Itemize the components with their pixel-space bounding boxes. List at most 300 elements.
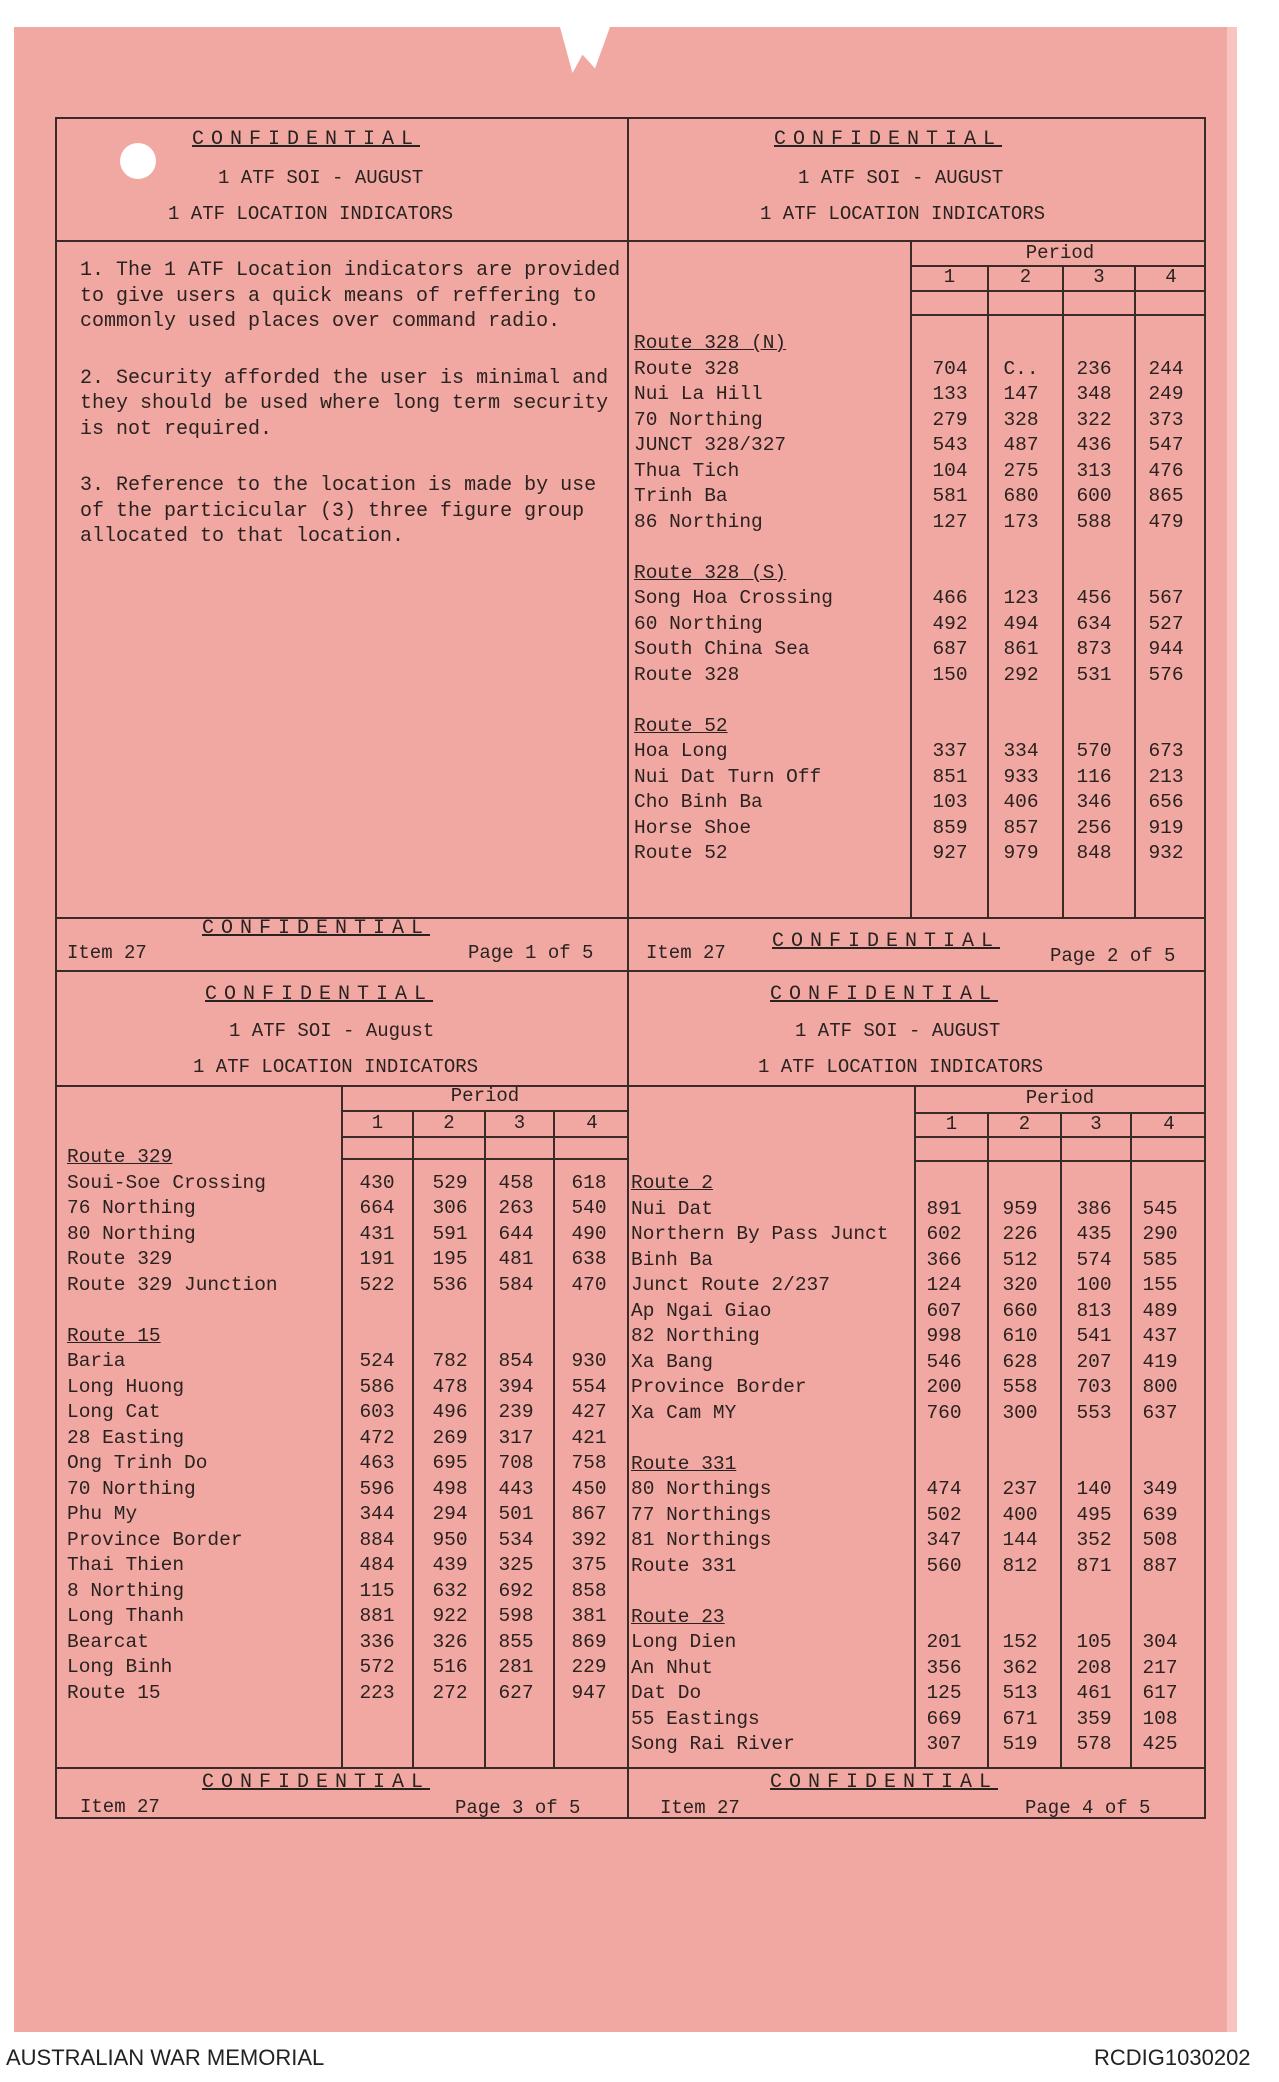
location-name: Northern By Pass Junct xyxy=(631,1223,889,1245)
period-2-code: 328 xyxy=(1003,408,1039,431)
period-1-code: 307 xyxy=(926,1733,962,1755)
route-name: Route 52 xyxy=(634,714,728,737)
period-3-code: 531 xyxy=(1076,663,1112,686)
period-2-code: 979 xyxy=(1003,842,1039,864)
period-1-code: 607 xyxy=(926,1299,962,1322)
period-1-code: 484 xyxy=(359,1554,395,1576)
soi-title: 1 ATF SOI - AUGUST xyxy=(218,167,424,189)
period-3-code: 692 xyxy=(498,1579,534,1602)
period-4-code: 617 xyxy=(1142,1682,1178,1704)
item-label: Item 27 xyxy=(80,1796,160,1818)
period-3-code: 116 xyxy=(1076,765,1112,788)
period-2-code: 406 xyxy=(1003,791,1039,813)
location-name: Hoa Long xyxy=(634,740,728,762)
period-3-code: 584 xyxy=(498,1273,534,1296)
period-3-code: 394 xyxy=(498,1375,534,1398)
period-4-code: 470 xyxy=(571,1273,607,1296)
period-1-code: 430 xyxy=(359,1171,395,1194)
period-1-code: 524 xyxy=(359,1350,395,1372)
period-4-code: 155 xyxy=(1142,1274,1178,1296)
period-3-code: 598 xyxy=(498,1605,534,1627)
period-label: Period xyxy=(1025,242,1095,264)
period-1-code: 337 xyxy=(932,740,968,762)
location-name: Ong Trinh Do xyxy=(67,1452,208,1474)
period-4-code: 930 xyxy=(571,1350,607,1372)
period-3-code: 541 xyxy=(1076,1325,1112,1347)
period-1-code: 150 xyxy=(932,663,968,686)
period-3-code: 435 xyxy=(1076,1223,1112,1245)
confidential-footer: CONFIDENTIAL xyxy=(202,1771,431,1794)
period-col: 1 xyxy=(371,1112,384,1134)
period-3-code: 461 xyxy=(1076,1682,1112,1704)
location-name: Ap Ngai Giao xyxy=(631,1299,772,1322)
footer-divider-top xyxy=(55,970,1206,972)
period-3-code: 501 xyxy=(498,1503,534,1525)
period-2-code: 306 xyxy=(432,1197,468,1219)
period-3-code: 570 xyxy=(1076,740,1112,762)
period-4-code: 567 xyxy=(1148,587,1184,609)
period-4-code: 450 xyxy=(571,1477,607,1500)
page-number: Page 1 of 5 xyxy=(468,942,594,964)
confidential-footer: CONFIDENTIAL xyxy=(772,930,1001,953)
period-1-code: 760 xyxy=(926,1401,962,1424)
period-2-code: 857 xyxy=(1003,816,1039,839)
period-3-code: 443 xyxy=(498,1477,534,1500)
period-col: 1 xyxy=(943,266,956,288)
location-name: Route 328 xyxy=(634,357,740,380)
period-1-code: 115 xyxy=(359,1579,395,1602)
period-3-code: 346 xyxy=(1076,791,1112,813)
period-4-code: 638 xyxy=(571,1248,607,1270)
soi-title: 1 ATF SOI - August xyxy=(229,1020,435,1042)
period-label: Period xyxy=(1025,1087,1095,1109)
item-label: Item 27 xyxy=(67,942,147,964)
paragraph-1: 1. The 1 ATF Location indicators are provided to give users a quick means of reffering to commonly used places over command radio. xyxy=(80,259,621,333)
period-3-code: 574 xyxy=(1076,1248,1112,1271)
location-name: 70 Northing xyxy=(67,1477,196,1500)
location-name: Route 329 xyxy=(67,1248,173,1270)
period-1-code: 603 xyxy=(359,1401,395,1423)
period-3-code: 588 xyxy=(1076,510,1112,533)
period-1-code: 124 xyxy=(926,1274,962,1296)
period-1-code: 522 xyxy=(359,1273,395,1296)
paragraph-3: 3. Reference to the location is made by use of the particicular (3) three figure group allocated to that location. xyxy=(80,474,597,548)
period-1-code: 884 xyxy=(359,1528,395,1551)
period-4-code: 618 xyxy=(571,1171,607,1194)
confidential-heading: CONFIDENTIAL xyxy=(774,128,1003,151)
period-1-code: 474 xyxy=(926,1478,962,1500)
location-name: Route 331 xyxy=(631,1554,737,1577)
location-name: 82 Northing xyxy=(631,1325,760,1347)
location-name: 28 Easting xyxy=(67,1426,185,1449)
location-name: Cho Binh Ba xyxy=(634,791,763,813)
period-2-code: 173 xyxy=(1003,510,1039,533)
period-1-code: 687 xyxy=(932,638,968,660)
period-4-code: 392 xyxy=(571,1528,607,1551)
route-name: Route 328 (N) xyxy=(634,332,787,354)
period-label: Period xyxy=(450,1085,520,1107)
period-3-code: 100 xyxy=(1076,1274,1112,1296)
location-name: Dat Do xyxy=(631,1682,702,1704)
period-2-code: 320 xyxy=(1002,1274,1038,1296)
period-2-code: 959 xyxy=(1002,1197,1038,1220)
period-4-code: 476 xyxy=(1148,459,1184,482)
period-2-code: 300 xyxy=(1002,1401,1038,1424)
period-3-code: 703 xyxy=(1076,1376,1112,1398)
route-name: Route 23 xyxy=(631,1605,725,1628)
period-3-code: 263 xyxy=(498,1197,534,1219)
period-4-code: 229 xyxy=(571,1656,607,1678)
period-4-code: 547 xyxy=(1148,434,1184,456)
period-1-code: 492 xyxy=(932,612,968,635)
location-name: Song Hoa Crossing xyxy=(634,587,833,609)
period-2-code: 671 xyxy=(1002,1707,1038,1730)
period-col: 4 xyxy=(1163,1113,1175,1135)
period-1-code: 472 xyxy=(359,1426,395,1449)
indicators-title: 1 ATF LOCATION INDICATORS xyxy=(193,1056,479,1078)
period-4-code: 213 xyxy=(1148,765,1184,788)
location-name: 76 Northing xyxy=(67,1197,196,1219)
period-3-code: 325 xyxy=(498,1554,534,1576)
period-4-code: 887 xyxy=(1142,1554,1178,1577)
location-name: Route 15 xyxy=(67,1681,161,1704)
period-4-code: 944 xyxy=(1148,638,1184,660)
period-col: 2 xyxy=(1018,1113,1031,1135)
period-4-code: 381 xyxy=(571,1605,607,1627)
period-2-code: 144 xyxy=(1002,1529,1038,1551)
period-3-code: 348 xyxy=(1076,383,1112,405)
location-name: Baria xyxy=(67,1350,126,1372)
period-3-code: 708 xyxy=(498,1452,534,1474)
period-2-code: 147 xyxy=(1003,383,1039,405)
period-3-code: 105 xyxy=(1076,1631,1112,1653)
period-1-code: 344 xyxy=(359,1503,395,1525)
record-id: RCDIG1030202 xyxy=(1094,2045,1251,2070)
period-4-code: 545 xyxy=(1142,1197,1178,1220)
period-3-code: 855 xyxy=(498,1630,534,1653)
location-name: Thua Tich xyxy=(634,459,740,482)
period-3-code: 352 xyxy=(1076,1529,1112,1551)
period-1-code: 998 xyxy=(926,1325,962,1347)
location-name: Xa Cam MY xyxy=(631,1401,737,1424)
period-col: 3 xyxy=(1093,266,1105,288)
period-1-code: 104 xyxy=(932,459,968,482)
period-2-code: 513 xyxy=(1002,1682,1038,1704)
period-2-code: 812 xyxy=(1002,1554,1038,1577)
period-3-code: 534 xyxy=(498,1528,534,1551)
period-1-code: 704 xyxy=(932,357,968,380)
location-name: Junct Route 2/237 xyxy=(631,1274,830,1296)
period-3-code: 848 xyxy=(1076,842,1112,864)
period-1-code: 191 xyxy=(359,1248,395,1270)
period-3-code: 386 xyxy=(1076,1197,1112,1220)
period-2-code: 558 xyxy=(1002,1376,1038,1398)
location-name: 80 Northing xyxy=(67,1222,196,1245)
location-name: Nui Dat Turn Off xyxy=(634,765,822,788)
period-4-code: 865 xyxy=(1148,485,1184,507)
period-4-code: 919 xyxy=(1148,816,1184,839)
location-name: Horse Shoe xyxy=(634,816,752,839)
period-2-code: 861 xyxy=(1003,638,1039,660)
period-1-code: 927 xyxy=(932,842,968,864)
period-1-code: 881 xyxy=(359,1605,395,1627)
location-name: South China Sea xyxy=(634,638,810,660)
location-name: 8 Northing xyxy=(67,1579,185,1602)
period-2-code: 529 xyxy=(432,1171,468,1194)
period-1-code: 431 xyxy=(359,1222,395,1245)
confidential-heading: CONFIDENTIAL xyxy=(192,128,421,151)
period-3-code: 634 xyxy=(1076,612,1112,635)
page-number: Page 3 of 5 xyxy=(455,1797,581,1819)
period-1-code: 200 xyxy=(926,1376,962,1398)
period-2-code: 610 xyxy=(1002,1325,1038,1347)
location-name: Nui La Hill xyxy=(634,383,763,405)
period-2-code: 478 xyxy=(432,1375,468,1398)
period-4-code: 800 xyxy=(1142,1376,1178,1398)
item-label: Item 27 xyxy=(660,1797,740,1819)
period-3-code: 553 xyxy=(1076,1401,1112,1424)
period-1-code: 543 xyxy=(932,434,968,456)
route-name: Route 329 xyxy=(67,1146,173,1168)
period-2-code: 680 xyxy=(1003,485,1039,507)
period-3-code: 436 xyxy=(1076,434,1112,456)
period-4-code: 867 xyxy=(571,1503,607,1525)
period-4-code: 858 xyxy=(571,1579,607,1602)
location-name: Long Huong xyxy=(67,1375,185,1398)
period-4-code: 108 xyxy=(1142,1707,1178,1730)
period-col: 1 xyxy=(945,1113,958,1135)
period-2-code: 439 xyxy=(432,1554,468,1576)
period-3-code: 456 xyxy=(1076,587,1112,609)
period-4-code: 758 xyxy=(571,1452,607,1474)
location-name: Province Border xyxy=(67,1528,243,1551)
period-3-code: 313 xyxy=(1076,459,1112,482)
period-4-code: 490 xyxy=(571,1222,607,1245)
period-2-code: 269 xyxy=(432,1426,468,1449)
period-2-code: 922 xyxy=(432,1605,468,1627)
period-2-code: 294 xyxy=(432,1503,468,1525)
confidential-heading: CONFIDENTIAL xyxy=(205,983,434,1006)
period-3-code: 578 xyxy=(1076,1733,1112,1755)
archive-credit: AUSTRALIAN WAR MEMORIAL xyxy=(6,2045,325,2070)
period-1-code: 366 xyxy=(926,1248,962,1271)
period-4-code: 373 xyxy=(1148,408,1184,431)
period-2-code: 782 xyxy=(432,1350,468,1372)
period-3-code: 359 xyxy=(1076,1707,1112,1730)
period-1-code: 125 xyxy=(926,1682,962,1704)
period-3-code: 854 xyxy=(498,1350,534,1372)
period-2-code: 950 xyxy=(432,1528,468,1551)
period-1-code: 586 xyxy=(359,1375,395,1398)
period-2-code: 195 xyxy=(432,1248,468,1270)
location-name: Route 328 xyxy=(634,663,740,686)
period-2-code: 660 xyxy=(1002,1299,1038,1322)
location-name: 81 Northings xyxy=(631,1529,772,1551)
period-1-code: 891 xyxy=(926,1197,962,1220)
page-number: Page 4 of 5 xyxy=(1025,1797,1151,1819)
period-4-code: 437 xyxy=(1142,1325,1178,1347)
period-3-code: 207 xyxy=(1076,1350,1112,1373)
period-4-code: 527 xyxy=(1148,612,1184,635)
location-name: Long Thanh xyxy=(67,1605,185,1627)
item-label: Item 27 xyxy=(646,942,726,964)
period-2-code: 498 xyxy=(432,1477,468,1500)
page-number: Page 2 of 5 xyxy=(1050,945,1176,967)
route-name: Route 328 (S) xyxy=(634,561,787,584)
period-4-code: 637 xyxy=(1142,1401,1178,1424)
period-3-code: 873 xyxy=(1076,638,1112,660)
location-name: JUNCT 328/327 xyxy=(634,434,787,456)
period-2-code: 512 xyxy=(1002,1248,1038,1271)
period-1-code: 572 xyxy=(359,1656,395,1678)
period-4-code: 585 xyxy=(1142,1248,1178,1271)
indicators-title: 1 ATF LOCATION INDICATORS xyxy=(758,1056,1044,1078)
period-3-code: 281 xyxy=(498,1656,534,1678)
period-2-code: 400 xyxy=(1002,1503,1038,1526)
period-1-code: 502 xyxy=(926,1503,962,1526)
period-4-code: 869 xyxy=(571,1630,607,1653)
period-col: 4 xyxy=(586,1112,598,1134)
period-4-code: 947 xyxy=(571,1681,607,1704)
period-1-code: 546 xyxy=(926,1350,962,1373)
period-2-code: 487 xyxy=(1003,434,1039,456)
location-name: 60 Northing xyxy=(634,612,763,635)
period-2-code: 272 xyxy=(432,1681,468,1704)
period-4-code: 425 xyxy=(1142,1733,1178,1755)
period-4-code: 427 xyxy=(571,1401,607,1423)
period-1-code: 103 xyxy=(932,791,968,813)
paragraph-2: 2. Security afforded the user is minimal and they should be used where long term security is not required. xyxy=(80,366,609,441)
period-1-code: 223 xyxy=(359,1681,395,1704)
period-1-code: 466 xyxy=(932,587,968,609)
location-name: Nui Dat xyxy=(631,1197,713,1220)
period-2-code: 516 xyxy=(432,1656,468,1678)
period-2-code: 496 xyxy=(432,1401,468,1423)
period-4-code: 244 xyxy=(1148,357,1184,380)
period-col: 4 xyxy=(1165,266,1177,288)
period-3-code: 140 xyxy=(1076,1478,1112,1500)
period-2-code: 933 xyxy=(1003,765,1039,788)
period-3-code: 495 xyxy=(1076,1503,1112,1526)
period-col: 3 xyxy=(513,1112,526,1134)
instructions xyxy=(80,258,625,581)
period-4-code: 290 xyxy=(1142,1223,1178,1245)
period-2-code: 695 xyxy=(432,1452,468,1474)
period-3-code: 481 xyxy=(498,1248,534,1270)
period-4-code: 508 xyxy=(1142,1529,1178,1551)
period-4-code: 576 xyxy=(1148,663,1184,686)
period-3-code: 208 xyxy=(1076,1656,1112,1679)
period-4-code: 249 xyxy=(1148,383,1184,405)
period-4-code: 419 xyxy=(1142,1350,1178,1373)
period-3-code: 458 xyxy=(498,1171,534,1194)
period-4-code: 304 xyxy=(1142,1631,1178,1653)
period-1-code: 596 xyxy=(359,1477,395,1500)
period-4-code: 349 xyxy=(1142,1478,1178,1500)
period-2-code: 292 xyxy=(1003,663,1039,686)
period-1-code: 851 xyxy=(932,765,968,788)
period-3-code: 813 xyxy=(1076,1299,1112,1322)
confidential-footer: CONFIDENTIAL xyxy=(202,917,431,940)
location-name: Route 52 xyxy=(634,842,728,864)
period-3-code: 322 xyxy=(1076,408,1112,431)
location-name: Song Rai River xyxy=(631,1733,795,1755)
period-3-code: 644 xyxy=(498,1222,534,1245)
period-2-code: 123 xyxy=(1003,587,1039,609)
period-3-code: 871 xyxy=(1076,1554,1112,1577)
location-name: Province Border xyxy=(631,1376,807,1398)
period-2-code: 591 xyxy=(432,1222,468,1245)
center-divider xyxy=(627,117,629,1819)
period-4-code: 479 xyxy=(1148,510,1184,533)
period-1-code: 859 xyxy=(932,816,968,839)
confidential-footer: CONFIDENTIAL xyxy=(770,1771,999,1794)
period-1-code: 336 xyxy=(359,1630,395,1653)
period-col: 3 xyxy=(1090,1113,1102,1135)
location-name: 80 Northings xyxy=(631,1478,772,1500)
period-1-code: 581 xyxy=(932,485,968,507)
period-1-code: 279 xyxy=(932,408,968,431)
route-name: Route 15 xyxy=(67,1324,161,1347)
period-2-code: 628 xyxy=(1002,1350,1038,1373)
period-1-code: 356 xyxy=(926,1656,962,1679)
period-3-code: 256 xyxy=(1076,816,1112,839)
confidential-heading: CONFIDENTIAL xyxy=(770,983,999,1006)
location-name: Thai Thien xyxy=(67,1554,185,1576)
location-name: 77 Northings xyxy=(631,1503,772,1526)
location-name: Long Binh xyxy=(67,1656,173,1678)
location-name: Long Cat xyxy=(67,1401,161,1423)
period-2-code: 632 xyxy=(432,1579,468,1602)
period-4-code: 932 xyxy=(1148,842,1184,864)
period-3-code: 317 xyxy=(498,1426,534,1449)
location-name: Phu My xyxy=(67,1503,138,1525)
period-2-code: 494 xyxy=(1003,612,1039,635)
period-1-code: 669 xyxy=(926,1707,962,1730)
period-3-code: 239 xyxy=(498,1401,534,1423)
period-4-code: 673 xyxy=(1148,740,1184,762)
period-2-code: 326 xyxy=(432,1630,468,1653)
location-name: Bearcat xyxy=(67,1630,149,1653)
period-4-code: 540 xyxy=(571,1197,607,1219)
period-4-code: 217 xyxy=(1142,1656,1178,1679)
indicators-title: 1 ATF LOCATION INDICATORS xyxy=(168,203,454,225)
period-1-code: 560 xyxy=(926,1554,962,1577)
period-2-code: C.. xyxy=(1003,357,1039,380)
period-4-code: 656 xyxy=(1148,791,1184,813)
location-name: 55 Eastings xyxy=(631,1707,760,1730)
location-name: 70 Northing xyxy=(634,408,763,431)
period-3-code: 236 xyxy=(1076,357,1112,380)
period-1-code: 347 xyxy=(926,1529,962,1551)
period-col: 2 xyxy=(443,1112,455,1134)
period-4-code: 554 xyxy=(571,1375,607,1398)
indicators-title: 1 ATF LOCATION INDICATORS xyxy=(760,203,1046,225)
period-2-code: 362 xyxy=(1002,1656,1038,1679)
period-3-code: 600 xyxy=(1076,485,1112,507)
period-4-code: 375 xyxy=(571,1554,607,1576)
location-name: Trinh Ba xyxy=(634,485,728,507)
soi-title: 1 ATF SOI - AUGUST xyxy=(795,1020,1001,1042)
route-name: Route 331 xyxy=(631,1452,737,1475)
location-name: Long Dien xyxy=(631,1631,737,1653)
location-name: An Nhut xyxy=(631,1656,713,1679)
period-1-code: 602 xyxy=(926,1223,962,1245)
location-name: Xa Bang xyxy=(631,1350,713,1373)
period-2-code: 275 xyxy=(1003,459,1039,482)
period-col: 2 xyxy=(1019,266,1032,288)
period-1-code: 201 xyxy=(926,1631,962,1653)
